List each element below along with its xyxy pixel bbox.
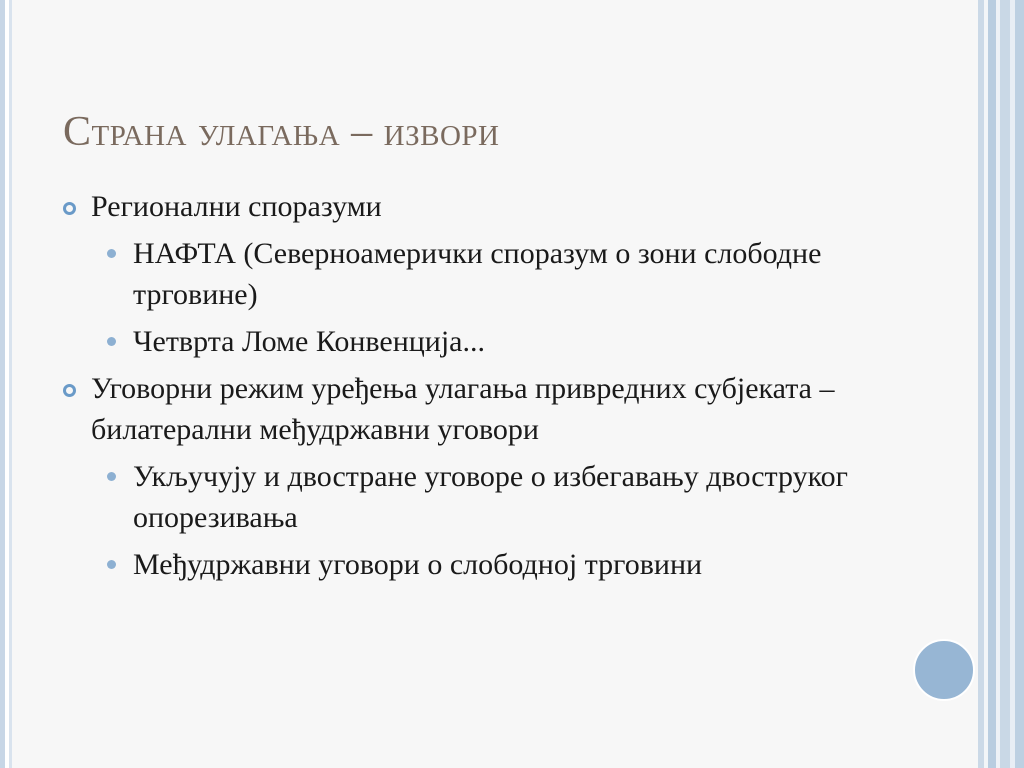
- ring-bullet-icon: [63, 384, 76, 397]
- list-item-level2: [63, 321, 923, 362]
- left-frame-line: [0, 0, 5, 768]
- right-stripe: [1015, 0, 1024, 768]
- list-item-text: Укључују и двостране уговоре о избегавању двоструког опорезивања: [133, 460, 848, 534]
- right-stripe: [988, 0, 996, 768]
- decorative-circle: [913, 639, 975, 701]
- list-item-text: Уговорни режим уређења улагања привредних субјеката – билатерални међудржавни уговори: [91, 372, 835, 446]
- dot-bullet-icon: [107, 560, 116, 569]
- list-item-text: Међудржавни уговори о слободној трговини: [133, 548, 703, 581]
- list-item-level1: [63, 186, 923, 227]
- list-item-level2: [63, 233, 923, 315]
- ring-bullet-icon: [63, 202, 76, 215]
- bullet-list: [63, 186, 923, 591]
- list-item-text: Четврта Ломе Конвенција...: [133, 325, 486, 358]
- list-item-level2: [63, 456, 923, 538]
- list-item-text: НАФТА (Северноамерички споразум о зони слободне трговине): [133, 237, 822, 311]
- right-stripe: [1000, 0, 1010, 768]
- slide-title: Страна улагања – извори: [63, 109, 500, 155]
- list-item-text: Регионални споразуми: [91, 190, 382, 223]
- dot-bullet-icon: [107, 337, 116, 346]
- dot-bullet-icon: [107, 472, 116, 481]
- list-item-level2: [63, 544, 923, 585]
- dot-bullet-icon: [107, 249, 116, 258]
- list-item-level1: [63, 368, 923, 450]
